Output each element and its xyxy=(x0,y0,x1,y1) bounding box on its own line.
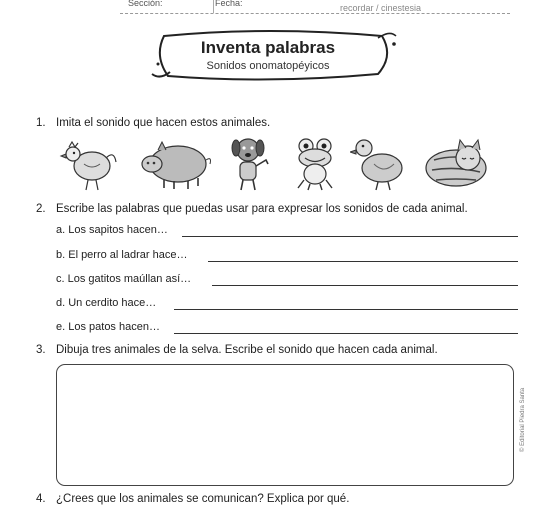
date-label: Fecha: xyxy=(215,0,243,8)
question-4-number: 4. xyxy=(36,493,46,505)
item-d-answer-line[interactable] xyxy=(174,309,518,310)
item-c-label: c. Los gatitos maúllan así… xyxy=(56,273,192,285)
header-rule xyxy=(120,13,510,14)
question-1-text: Imita el sonido que hacen estos animales. xyxy=(56,117,271,129)
page-subtitle: Sonidos onomatopéyicos xyxy=(206,60,330,72)
skills-tag: recordar / cinestesia xyxy=(340,3,422,13)
question-3-text: Dibuja tres animales de la selva. Escribe el sonido que hacen cada animal. xyxy=(56,344,438,356)
page-title: Inventa palabras xyxy=(200,38,336,57)
question-2-number: 2. xyxy=(36,203,46,215)
item-c-answer-line[interactable] xyxy=(212,285,518,286)
title-bubble xyxy=(150,28,398,84)
item-e-label: e. Los patos hacen… xyxy=(56,321,160,333)
pig-illustration xyxy=(134,136,214,192)
cat-illustration xyxy=(420,136,490,192)
dog-illustration xyxy=(228,136,274,192)
item-a-answer-line[interactable] xyxy=(182,236,518,237)
publisher-credit: © Editorial Piedra Santa xyxy=(520,387,526,452)
question-4-text: ¿Crees que los animales se comunican? Explica por qué. xyxy=(56,493,350,505)
item-a-label: a. Los sapitos hacen… xyxy=(56,224,168,236)
question-3-number: 3. xyxy=(36,344,46,356)
item-d-label: d. Un cerdito hace… xyxy=(56,297,157,309)
header-divider xyxy=(213,0,214,13)
duck-illustration xyxy=(350,136,406,192)
question-2-text: Escribe las palabras que puedas usar para expresar los sonidos de cada animal. xyxy=(56,203,468,215)
item-e-answer-line[interactable] xyxy=(174,333,518,334)
frog-illustration xyxy=(292,136,338,192)
item-b-answer-line[interactable] xyxy=(208,261,518,262)
hen-illustration xyxy=(56,136,118,192)
drawing-answer-box[interactable] xyxy=(56,364,514,486)
item-b-label: b. El perro al ladrar hace… xyxy=(56,249,188,261)
section-label: Sección: xyxy=(128,0,163,8)
question-1-number: 1. xyxy=(36,117,46,129)
